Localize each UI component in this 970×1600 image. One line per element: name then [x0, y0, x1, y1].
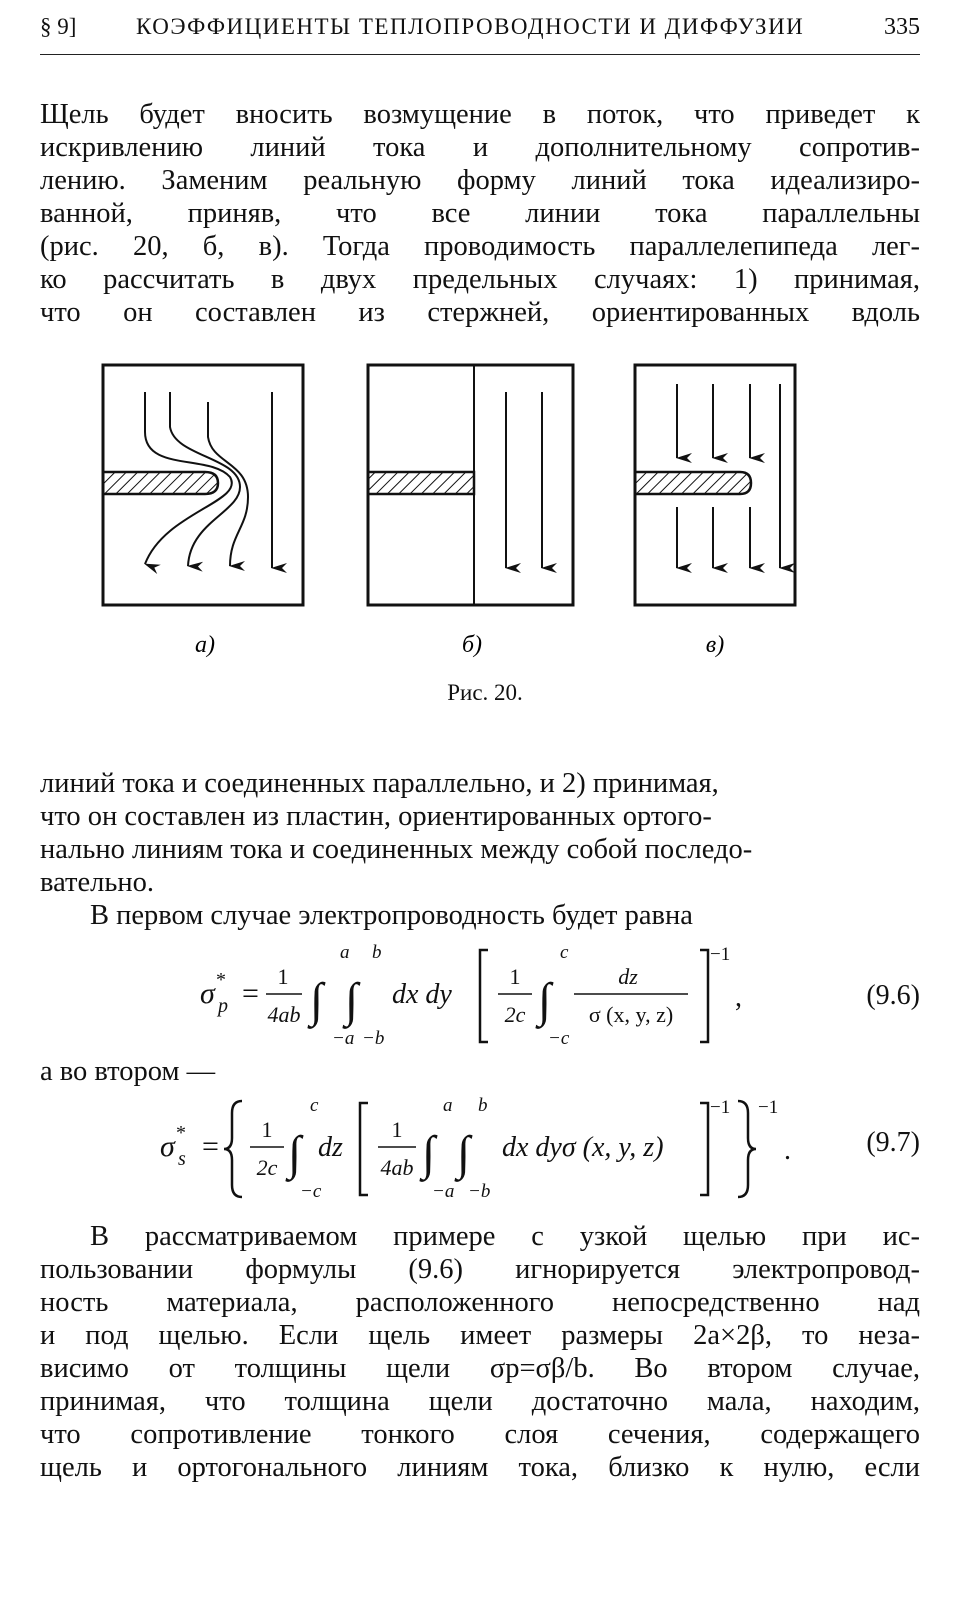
equals: = — [202, 1130, 219, 1163]
right-bracket — [700, 1103, 708, 1195]
text-line: ко рассчитать в двух предельных случаях: 1) принимая, — [40, 264, 920, 295]
sub-p: p — [218, 995, 228, 1017]
left-bracket — [360, 1103, 368, 1195]
power-inner: −1 — [710, 1097, 731, 1118]
frac-num: dz — [618, 964, 638, 989]
frac-den: 2c — [504, 1002, 526, 1027]
panel-label-b: б) — [461, 632, 483, 658]
int-lower: −c — [548, 1028, 570, 1049]
equation-9-7 — [160, 1093, 800, 1205]
frac-num: 1 — [391, 1117, 403, 1142]
sigma-symbol: σ — [160, 1130, 175, 1163]
frac-den: 4ab — [380, 1155, 414, 1180]
slit-b — [368, 472, 474, 494]
integral-sign: ∫ — [422, 1127, 436, 1180]
paragraph-5 — [40, 1220, 920, 1484]
int-upper: a — [443, 1095, 453, 1116]
text-line: искривлению линий тока и дополнительному сопротив- — [40, 132, 920, 163]
text-line: принимая, что толщина щели достаточно мала, находим, — [40, 1386, 920, 1417]
comma: , — [735, 982, 742, 1013]
page-number: 335 — [884, 14, 920, 40]
integral-sign: ∫ — [310, 974, 324, 1027]
running-header — [40, 14, 920, 55]
int-upper: c — [560, 942, 569, 963]
text-line: В рассматриваемом примере с узкой щелью при ис- — [90, 1221, 920, 1252]
left-bracket — [480, 950, 488, 1042]
text-line: (рис. 20, б, в). Тогда проводимость параллелепипеда лег- — [40, 231, 920, 262]
text-line: что он составлен из пластин, ориентированных ортого- — [40, 801, 712, 832]
text-line: висимо от толщины щели σp=σβ/b. Во втором случае, — [40, 1353, 920, 1384]
int-lower: −a — [332, 1028, 355, 1049]
frac-den: 2c — [256, 1155, 278, 1180]
dx-dy: dx dy — [392, 979, 452, 1010]
integral-sign: ∫ — [288, 1127, 302, 1180]
slit-a — [103, 472, 218, 494]
sigma-symbol: σ — [200, 977, 215, 1010]
int-lower: −a — [432, 1181, 455, 1202]
equation-9-6 — [180, 940, 800, 1052]
figure-caption: Рис. 20. — [447, 680, 523, 705]
star-sup: * — [216, 969, 226, 991]
paragraph-1 — [40, 98, 920, 329]
frac-num: 1 — [261, 1117, 273, 1142]
integral-sign: ∫ — [538, 974, 552, 1027]
text-line: и под щелью. Если щель имеет размеры 2a×2β, то неза- — [40, 1320, 920, 1351]
left-brace — [224, 1101, 242, 1197]
panel-a — [103, 365, 303, 605]
frac-den: 4ab — [267, 1002, 301, 1027]
panel-c — [635, 365, 795, 605]
text-line: щель и ортогонального линиям тока, близко к нулю, если — [40, 1452, 920, 1483]
panel-label-a: а) — [195, 632, 215, 658]
right-brace — [738, 1101, 756, 1197]
int-upper: a — [340, 942, 350, 963]
paragraph-3 — [40, 899, 920, 932]
text-line: что он составлен из стержней, ориентированных вдоль — [40, 297, 920, 328]
int-lower: −c — [300, 1181, 322, 1202]
int-lower: −b — [362, 1028, 385, 1049]
integral-sign: ∫ — [345, 974, 359, 1027]
text-line: а во втором — — [40, 1056, 216, 1087]
int-upper: b — [478, 1095, 488, 1116]
frac-num: 1 — [509, 964, 521, 989]
power-outer: −1 — [758, 1097, 779, 1118]
star-sup: * — [176, 1122, 186, 1144]
text-line: что сопротивление тонкого слоя сечения, содержащего — [40, 1419, 920, 1450]
text-line: ванной, приняв, что все линии тока параллельны — [40, 198, 920, 229]
equation-number-9-7: (9.7) — [866, 1127, 920, 1158]
text-line: лению. Заменим реальную форму линий тока идеализиро- — [40, 165, 920, 196]
section-marker: § 9] — [40, 14, 77, 39]
text-line: Щель будет вносить возмущение в поток, что приведет к — [40, 99, 920, 130]
int-upper: b — [372, 942, 382, 963]
power: −1 — [710, 944, 731, 965]
text-line: нально линиям тока и соединенных между собой последо- — [40, 834, 753, 865]
int-upper: c — [310, 1095, 319, 1116]
integral-sign: ∫ — [457, 1127, 471, 1180]
equals: = — [242, 977, 259, 1010]
figure-20 — [100, 362, 800, 662]
text-line: ность материала, расположенного непосредственно над — [40, 1287, 920, 1318]
paragraph-4 — [40, 1055, 920, 1088]
running-title: КОЭФФИЦИЕНТЫ ТЕПЛОПРОВОДНОСТИ И ДИФФУЗИИ — [136, 14, 805, 39]
frac-num: 1 — [277, 964, 289, 989]
text-line: В первом случае электропроводность будет равна — [90, 900, 693, 931]
panel-b — [368, 365, 573, 605]
int-lower: −b — [468, 1181, 491, 1202]
text-line: пользовании формулы (9.6) игнорируется электропровод- — [40, 1254, 920, 1285]
period: . — [784, 1135, 791, 1166]
frac-den: σ (x, y, z) — [588, 1002, 674, 1027]
text-line: линий тока и соединенных параллельно, и 2) принимая, — [40, 768, 719, 799]
panel-label-c: в) — [705, 632, 725, 658]
text-line: вательно. — [40, 867, 154, 898]
slit-c — [635, 472, 751, 494]
equation-number-9-6: (9.6) — [866, 980, 920, 1011]
sub-s: s — [178, 1148, 186, 1170]
paragraph-2 — [40, 767, 920, 899]
dz: dz — [318, 1132, 343, 1163]
integrand: dx dyσ (x, y, z) — [502, 1132, 664, 1163]
right-bracket — [700, 950, 708, 1042]
